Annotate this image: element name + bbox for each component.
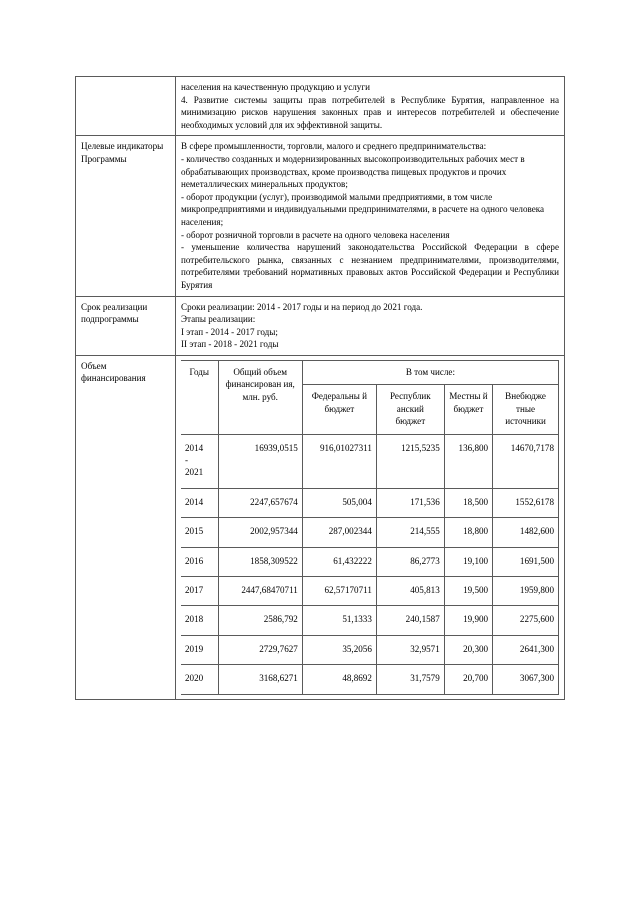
header-local-budget: Местны й бюджет	[444, 385, 492, 434]
table-row	[76, 136, 565, 296]
cell-federal: 505,004	[302, 488, 376, 517]
cell-total: 2247,657674	[218, 488, 302, 517]
cell-years: 2018	[181, 606, 218, 635]
cell-republican: 214,555	[376, 518, 444, 547]
cell-years: 2019	[181, 635, 218, 664]
content-line: - количество созданных и модернизированных высокопроизводительных рабочих мест в обрабатывающих производствах, кроме производства пищевых продуктов и прочих неметаллических минеральных продуктов;	[181, 153, 525, 190]
cell-local: 19,100	[444, 547, 492, 576]
financing-body	[181, 434, 559, 694]
cell-total: 16939,0515	[218, 434, 302, 488]
cell-local: 20,300	[444, 635, 492, 664]
cell-republican: 405,813	[376, 576, 444, 605]
table-row	[181, 576, 559, 605]
row-content-cell	[176, 296, 565, 355]
header-federal-budget: Федеральны й бюджет	[302, 385, 376, 434]
row-content-cell	[176, 77, 565, 136]
cell-local: 18,500	[444, 488, 492, 517]
cell-extra: 1691,500	[493, 547, 559, 576]
row-label-cell	[76, 77, 176, 136]
cell-years: 2016	[181, 547, 218, 576]
table-row	[181, 635, 559, 664]
cell-total: 2447,68470711	[218, 576, 302, 605]
financing-header-row-1	[181, 360, 559, 384]
table-row	[181, 518, 559, 547]
cell-local: 19,500	[444, 576, 492, 605]
program-passport-table	[75, 76, 565, 700]
cell-federal: 61,432222	[302, 547, 376, 576]
cell-republican: 32,9571	[376, 635, 444, 664]
cell-local: 136,800	[444, 434, 492, 488]
header-years: Годы	[181, 360, 218, 434]
row-label: Срок реализации подпрограммы	[81, 301, 148, 325]
table-row-financing	[76, 355, 565, 699]
header-group-included: В том числе:	[302, 360, 558, 384]
cell-extra: 1552,6178	[493, 488, 559, 517]
table-row	[76, 77, 565, 136]
content-line: - оборот продукции (услуг), производимой малыми предприятиями, в том числе микропредприятиями и индивидуальными предпринимателями, в расчете на одного человека населения;	[181, 191, 545, 227]
cell-federal: 62,57170711	[302, 576, 376, 605]
cell-years: 2014 - 2021	[181, 434, 218, 488]
cell-local: 18,800	[444, 518, 492, 547]
header-republican-budget: Республик анский бюджет	[376, 385, 444, 434]
cell-extra: 3067,300	[493, 665, 559, 694]
row-label-cell	[76, 296, 176, 355]
cell-total: 1858,309522	[218, 547, 302, 576]
cell-total: 3168,6271	[218, 665, 302, 694]
cell-total: 2586,792	[218, 606, 302, 635]
cell-federal: 51,1333	[302, 606, 376, 635]
cell-republican: 86,2773	[376, 547, 444, 576]
table-row	[181, 488, 559, 517]
cell-years: 2015	[181, 518, 218, 547]
cell-extra: 2641,300	[493, 635, 559, 664]
cell-total: 2002,957344	[218, 518, 302, 547]
cell-extra: 1482,600	[493, 518, 559, 547]
cell-local: 20,700	[444, 665, 492, 694]
content-line: В сфере промышленности, торговли, малого и среднего предпринимательства:	[181, 141, 487, 152]
row-label-cell	[76, 136, 176, 296]
cell-republican: 31,7579	[376, 665, 444, 694]
financing-content-cell	[176, 355, 565, 699]
content-line: I этап - 2014 - 2017 годы;	[181, 326, 278, 337]
content-line: - уменьшение количества нарушений законодательства Российской Федерации в сфере потребительского рынка, связанных с незнанием предпринимателями, производителями, потребителями требований нормативных правовых актов Российской Федерации и Республики Бурятия	[181, 242, 559, 290]
table-row	[181, 434, 559, 488]
content-line: II этап - 2018 - 2021 годы	[181, 339, 279, 350]
cell-federal: 35,2056	[302, 635, 376, 664]
table-row	[181, 606, 559, 635]
cell-republican: 240,1587	[376, 606, 444, 635]
cell-republican: 1215,5235	[376, 434, 444, 488]
cell-total: 2729,7627	[218, 635, 302, 664]
financing-label: Объем финансирования	[81, 360, 146, 384]
cell-extra: 2275,600	[493, 606, 559, 635]
cell-federal: 48,8692	[302, 665, 376, 694]
cell-republican: 171,536	[376, 488, 444, 517]
content-line: Этапы реализации:	[181, 314, 256, 325]
content-line: населения на качественную продукцию и услуги	[181, 82, 370, 92]
header-extrabudget-sources: Внебюдже тные источники	[493, 385, 559, 434]
cell-federal: 916,01027311	[302, 434, 376, 488]
cell-years: 2014	[181, 488, 218, 517]
row-content-cell	[176, 136, 565, 296]
content-line: - оборот розничной торговли в расчете на одного человека населения	[181, 229, 450, 240]
cell-extra: 14670,7178	[493, 434, 559, 488]
content-line: Сроки реализации: 2014 - 2017 годы и на период до 2021 года.	[181, 301, 423, 312]
row-label: Целевые индикаторы Программы	[81, 141, 164, 164]
cell-local: 19,900	[444, 606, 492, 635]
table-row	[76, 296, 565, 355]
cell-years: 2020	[181, 665, 218, 694]
table-row	[181, 547, 559, 576]
table-row	[181, 665, 559, 694]
cell-extra: 1959,800	[493, 576, 559, 605]
content-line: 4. Развитие системы защиты прав потребителей в Республике Бурятия, направленное на минимизацию рисков нарушения законных прав и интересов потребителей и обеспечение необходимых условий для их эффективной защиты.	[181, 94, 559, 130]
header-total: Общий объем финансирован ия, млн. руб.	[218, 360, 302, 434]
cell-federal: 287,002344	[302, 518, 376, 547]
financing-label-cell	[76, 355, 176, 699]
cell-years: 2017	[181, 576, 218, 605]
financing-table	[181, 360, 559, 695]
